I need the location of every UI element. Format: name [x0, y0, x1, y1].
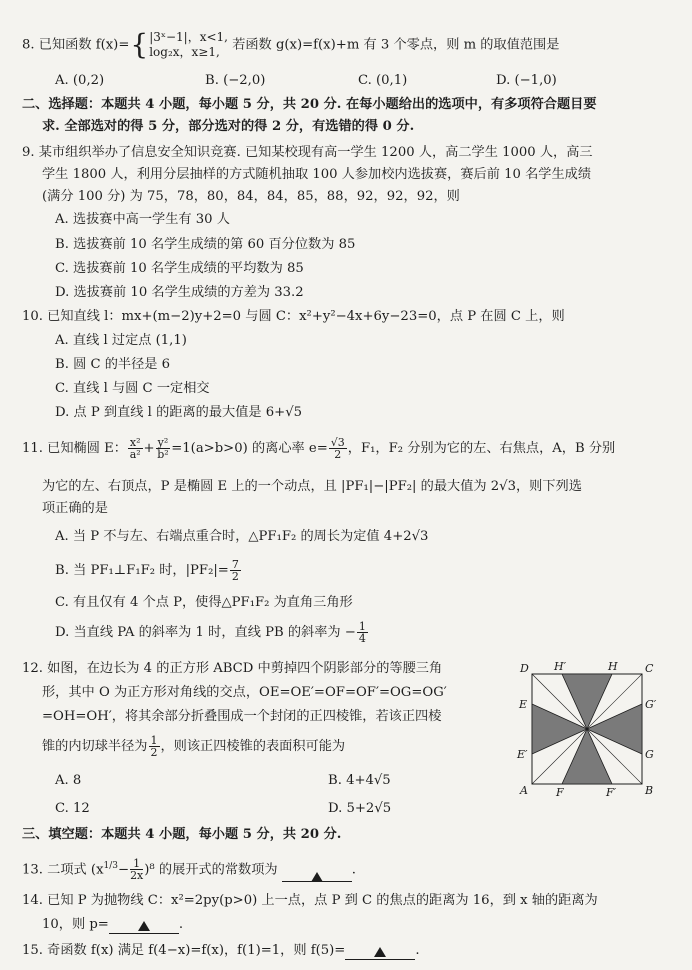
label-a: A: [520, 784, 528, 797]
q11-line2: 为它的左、右顶点，P 是椭圆 E 上的一个动点，且 |PF₁|−|PF₂| 的最大值为 2√3，则下列选: [42, 479, 582, 494]
q8-option-b: B. (−2,0): [205, 73, 266, 88]
q13-answer-blank[interactable]: [282, 865, 352, 882]
q8-option-c: C. (0,1): [358, 73, 408, 88]
q8-option-d: D. (−1,0): [496, 73, 557, 88]
ellipse-x-den: a²: [129, 448, 141, 461]
label-g: G: [645, 748, 654, 761]
piecewise-case-1: |3ˣ−1|，x<1,: [149, 30, 228, 44]
label-f: F: [556, 786, 564, 798]
q13-stem: [22, 854, 356, 882]
q11-option-d-text: D. 当直线 PA 的斜率为 1 时，直线 PB 的斜率为 −: [55, 625, 356, 640]
label-b: B: [645, 784, 654, 797]
label-c: C: [645, 662, 654, 675]
label-g-prime: G′: [645, 698, 657, 711]
q11-mid: =1(a>b>0) 的离心率 e=: [171, 441, 328, 456]
label-d: D: [520, 662, 529, 675]
q11-option-d-num: 1: [358, 620, 366, 633]
label-h: H: [608, 660, 618, 673]
q11-option-b-den: 2: [231, 570, 239, 583]
q10-option-b: B. 圆 C 的半径是 6: [55, 357, 171, 372]
q11-prefix: 11. 已知椭圆 E：: [22, 441, 127, 456]
q11-option-d-fraction: [357, 621, 368, 644]
q12-option-c: C. 12: [55, 801, 90, 816]
q9-option-c: C. 选拔赛前 10 名学生成绩的平均数为 85: [55, 261, 304, 276]
triangle-icon: [138, 921, 150, 931]
q12-line4: [42, 734, 345, 760]
q11-line3: 项正确的是: [42, 501, 108, 516]
q12-line4-pre: 锥的内切球半径为: [42, 739, 148, 754]
q14-line2-pre: 10，则 p=: [42, 917, 109, 932]
q11-option-b-text: B. 当 PF₁⊥F₁F₂ 时，|PF₂|=: [55, 563, 229, 578]
ellipse-x-num: x²: [129, 436, 141, 449]
piecewise-case-2: log₂x，x≥1,: [149, 45, 220, 59]
q13-fraction-den: 2x: [130, 869, 144, 883]
q15-stem: [22, 942, 420, 960]
q12-option-b: B. 4+4√5: [328, 773, 391, 788]
q12-line3: =OH=OH′，将其余部分折叠围成一个封闭的正四棱锥，若该正四棱: [42, 709, 442, 724]
q14-line2: [42, 916, 183, 934]
q11-option-c: C. 有且仅有 4 个点 P，使得△PF₁F₂ 为直角三角形: [55, 595, 353, 610]
q11-suffix: ，F₁，F₂ 分别为它的左、右焦点，A，B 分别: [347, 441, 616, 456]
section2-line1: 二、选择题：本题共 4 小题，每小题 5 分，共 20 分. 在每小题给出的选项中，有多项符合题目要: [22, 97, 597, 112]
q13-exponent: 1/3: [103, 861, 118, 871]
q9-option-d: D. 选拔赛前 10 名学生成绩的方差为 33.2: [55, 285, 304, 300]
label-e-prime: E′: [517, 748, 528, 761]
square-figure: [514, 658, 664, 798]
triangle-icon: [311, 872, 323, 882]
label-f-prime: F′: [606, 786, 617, 798]
q8-stem: [22, 30, 559, 60]
radius-fraction: [149, 735, 160, 758]
q9-line1: 9. 某市组织举办了信息安全知识竞赛. 已知某校现有高一学生 1200 人，高二学生 1000 人，高三: [22, 145, 593, 160]
q10-option-c: C. 直线 l 与圆 C 一定相交: [55, 381, 210, 396]
q11-option-d-den: 4: [358, 632, 366, 645]
q12-line1: 12. 如图，在边长为 4 的正方形 ABCD 中剪掉四个阴影部分的等腰三角: [22, 661, 443, 676]
q8-option-a: A. (0,2): [55, 73, 105, 88]
q13-minus: −: [118, 862, 130, 878]
triangle-icon: [374, 947, 386, 957]
ellipse-term-y: [156, 437, 171, 460]
q15-answer-blank[interactable]: [345, 943, 415, 960]
section2-line2: 求. 全部选对的得 5 分，部分选对的得 2 分，有选错的得 0 分.: [42, 119, 415, 134]
radius-num: 1: [150, 734, 158, 747]
ellipse-term-x: [128, 437, 143, 460]
q13-end: .: [351, 862, 356, 878]
q13-fraction: [130, 858, 143, 881]
q14-end: .: [178, 917, 184, 932]
q14-answer-blank[interactable]: [109, 917, 179, 934]
q11-option-d: [55, 620, 369, 646]
q11-option-b: [55, 558, 242, 584]
q13-fraction-num: 1: [130, 858, 143, 870]
eccentricity-fraction: [329, 437, 347, 460]
q8-suffix: 若函数 g(x)=f(x)+m 有 3 个零点，则 m 的取值范围是: [232, 37, 560, 53]
q11-stem: 11. 已知椭圆 E： $\frac{\text{x²}}{\text{a²}}$ + $\frac{\text{y²}}{\text{b²}}$ =1(a>b>0) 的离心率 e= $\frac{√3}{2}$ ，F₁，F₂ 分别为它的左、右焦点，A，B 分别: [22, 436, 616, 461]
q9-line2: 学生 1800 人，利用分层抽样的方式随机抽取 100 人参加校内选拔赛，赛后前 10 名学生成绩: [42, 167, 592, 182]
q15-end: .: [415, 943, 420, 958]
label-h-prime: H′: [554, 660, 567, 673]
ellipse-y-den: b²: [157, 448, 169, 461]
q9-option-a: A. 选拔赛中高一学生有 30 人: [55, 212, 230, 227]
piecewise-cases: [149, 30, 228, 60]
q10-stem: 10. 已知直线 l：mx+(m−2)y+2=0 与圆 C：x²+y²−4x+6y−23=0，点 P 在圆 C 上，则: [22, 309, 565, 324]
q10-option-d: D. 点 P 到直线 l 的距离的最大值是 6+√5: [55, 405, 303, 420]
q12-option-a: A. 8: [55, 773, 82, 788]
ellipse-y-num: y²: [157, 436, 169, 449]
q12-line2: 形，其中 O 为正方形对角线的交点，OE=OE′=OF=OF′=OG=OG′: [42, 685, 447, 700]
q10-option-a: A. 直线 l 过定点 (1,1): [55, 333, 187, 348]
radius-den: 2: [150, 746, 158, 759]
eccentricity-den: 2: [334, 448, 342, 461]
q8-prefix: 8. 已知函数 f(x)=: [22, 37, 130, 53]
q14-line1: 14. 已知 P 为抛物线 C：x²=2py(p>0) 上一点，点 P 到 C 的焦点的距离为 16，到 x 轴的距离为: [22, 893, 598, 908]
label-e: E: [519, 698, 528, 711]
q11-option-b-fraction: [230, 559, 241, 582]
q11-option-a: A. 当 P 不与左、右端点重合时，△PF₁F₂ 的周长为定值 4+2√3: [55, 529, 429, 544]
q15-pre: 15. 奇函数 f(x) 满足 f(4−x)=f(x)，f(1)=1，则 f(5)=: [22, 943, 346, 958]
piecewise-brace: {: [130, 28, 149, 61]
q11-option-b-num: 7: [231, 558, 239, 571]
q12-line4-post: ，则该正四棱锥的表面积可能为: [160, 739, 346, 754]
q12-option-d: D. 5+2√5: [328, 801, 392, 816]
section3-title: 三、填空题：本题共 4 小题，每小题 5 分，共 20 分.: [22, 827, 342, 842]
eccentricity-num: √3: [330, 436, 345, 449]
q9-option-b: B. 选拔赛前 10 名学生成绩的第 60 百分位数为 85: [55, 237, 356, 252]
q13-post: )⁸ 的展开式的常数项为: [144, 862, 278, 878]
q13-pre: 13. 二项式 (x: [22, 862, 104, 878]
q9-line3: (满分 100 分) 为 75，78，80，84，84，85，88，92，92，92，则: [42, 189, 460, 204]
